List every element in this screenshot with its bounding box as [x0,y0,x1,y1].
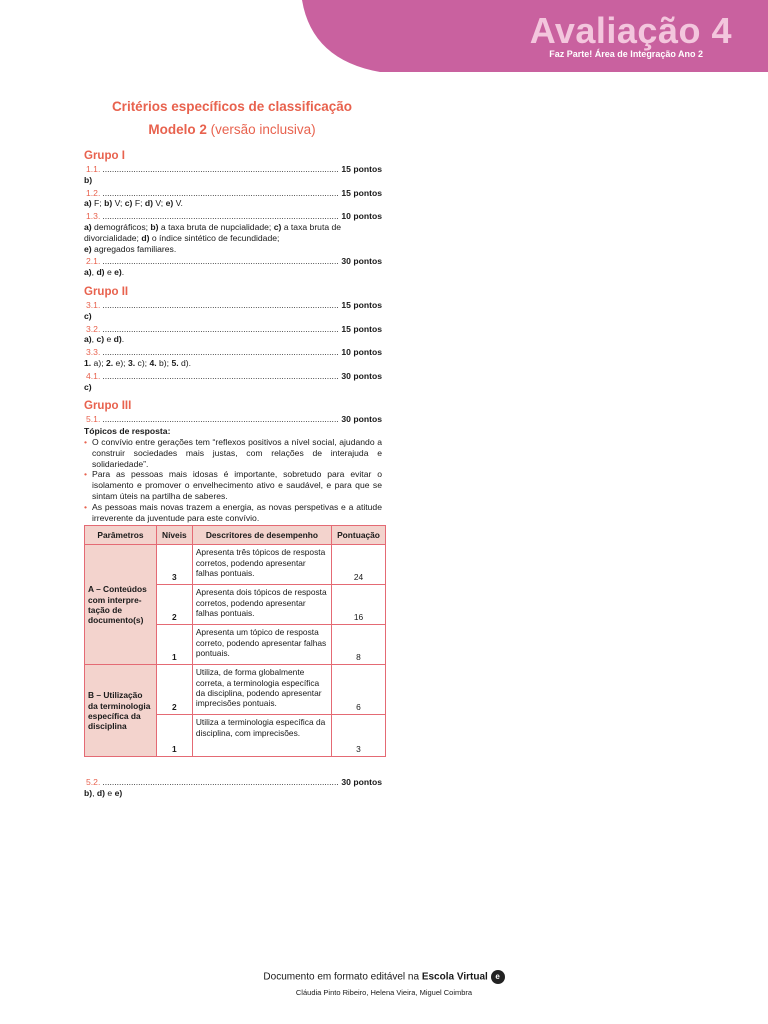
question-points: 15 pontos [341,164,382,174]
table-header: Parâmetros [85,526,157,545]
model-note: (versão inclusiva) [206,122,316,137]
question-line [84,324,382,335]
question-number: 4.1. [86,370,101,381]
parameter-b: B – Utilização da terminologia específica da disciplina [85,665,157,757]
footer-text: Documento em formato editável na [263,971,422,983]
score-cell: 16 [332,585,386,625]
question-points: 10 pontos [341,347,382,358]
footer-note [0,970,768,984]
answer: 1. a); 2. e); 3. c); 4. b); 5. d). [84,357,192,368]
question-points: 30 pontos [341,370,382,381]
question-line [84,347,382,358]
topic-item: • O convívio entre gerações tem “reflexos positivos a nível social, ajudando a construir sociedades mais justas, com relações de interajuda e solidariedade”. [84,437,382,469]
level-cell: 1 [156,715,192,757]
question-points: 15 pontos [341,299,382,310]
answer: b) [84,174,93,185]
question-points: 15 pontos [341,323,382,334]
level-cell: 2 [156,665,192,715]
footer-authors: Cláudia Pinto Ribeiro, Helena Vieira, Miguel Coimbra [295,988,473,997]
question-number: 5.2. [86,777,101,788]
score-cell: 6 [332,665,386,715]
topic-item: • Para as pessoas mais idosas é importante, sobretudo para evitar o isolamento e promover o envelhecimento ativo e saudável, e para que se sintam úteis na partilha de saberes. [84,469,382,501]
header-subtitle: Faz Parte! Área de Integração Ano 2 [549,49,703,59]
level-cell: 2 [156,585,192,625]
level-cell: 3 [156,545,192,585]
page-title: Critérios específicos de classificação [111,99,353,114]
question-line [84,414,382,425]
score-cell: 24 [332,545,386,585]
model-subtitle [84,122,380,137]
question-number: 3.3. [86,347,101,358]
parameter-a: A – Conteúdos com interpre-tação de documento(s) [85,545,157,665]
level-cell: 1 [156,625,192,665]
criteria-content [84,150,382,801]
score-cell: 8 [332,625,386,665]
score-cell: 3 [332,715,386,757]
question-points: 30 pontos [341,256,382,267]
escola-virtual-logo-icon: e [491,970,505,984]
model-label: Modelo 2 [148,122,207,137]
question-number: 2.1. [86,256,101,267]
question-points: 10 pontos [341,211,382,222]
question-points: 15 pontos [341,187,382,198]
group-3-heading: Grupo III [84,400,132,413]
table-header: Descritores de desempenho [192,526,331,545]
answer: a), c) e d). [84,334,125,345]
question-number: 1.1. [86,164,101,174]
question-line [84,188,382,199]
header-title: Avaliação 4 [529,10,732,51]
descriptor-cell: Utiliza a terminologia específica da disciplina, com imprecisões. [192,715,331,757]
descriptor-cell: Apresenta dois tópicos de resposta corretos, podendo apresentar falhas pontuais. [192,585,331,625]
question-line [84,300,382,311]
answer: a), d) e e). [84,267,125,278]
answer: a) F; b) V; c) F; d) V; e) V. [84,198,183,209]
table-header: Pontuação [332,526,386,545]
descriptor-cell: Apresenta um tópico de resposta correto, podendo apresentar falhas pontuais. [192,625,331,665]
topics-title: Tópicos de resposta: [84,426,171,437]
answer: c) [84,310,92,321]
question-points: 30 pontos [341,777,382,788]
question-line [84,371,382,382]
answer: a) demográficos; b) a taxa bruta de nupcialidade; c) a taxa bruta de divorcialidade; d) o índice sintético de fecundidade; e) agregados familiares. [84,221,342,254]
question-line [84,211,382,222]
question-line [84,256,382,267]
topics-list [84,437,382,523]
scoring-table [84,525,386,757]
answer: c) [84,381,92,392]
group-1-heading: Grupo I [84,150,125,162]
descriptor-cell: Apresenta três tópicos de resposta corretos, podendo apresentar falhas pontuais. [192,545,331,585]
question-number: 3.2. [86,323,101,334]
table-header: Níveis [156,526,192,545]
answer: b), d) e e) [84,788,123,799]
footer-brand: Escola Virtual [421,971,488,983]
descriptor-cell: Utiliza, de forma globalmente correta, a terminologia específica da disciplina, podendo apresentar imprecisões pontuais. [192,665,331,715]
question-number: 5.1. [86,414,101,425]
topic-item: • As pessoas mais novas trazem a energia, as novas perspetivas e a atitude irreverente da juventude para este convívio. [84,502,382,524]
question-number: 3.1. [86,299,101,310]
group-2-heading: Grupo II [84,285,129,298]
question-line [84,164,382,175]
question-number: 1.3. [86,211,101,222]
question-line [84,777,382,788]
question-number: 1.2. [86,187,101,198]
question-points: 30 pontos [341,414,382,425]
